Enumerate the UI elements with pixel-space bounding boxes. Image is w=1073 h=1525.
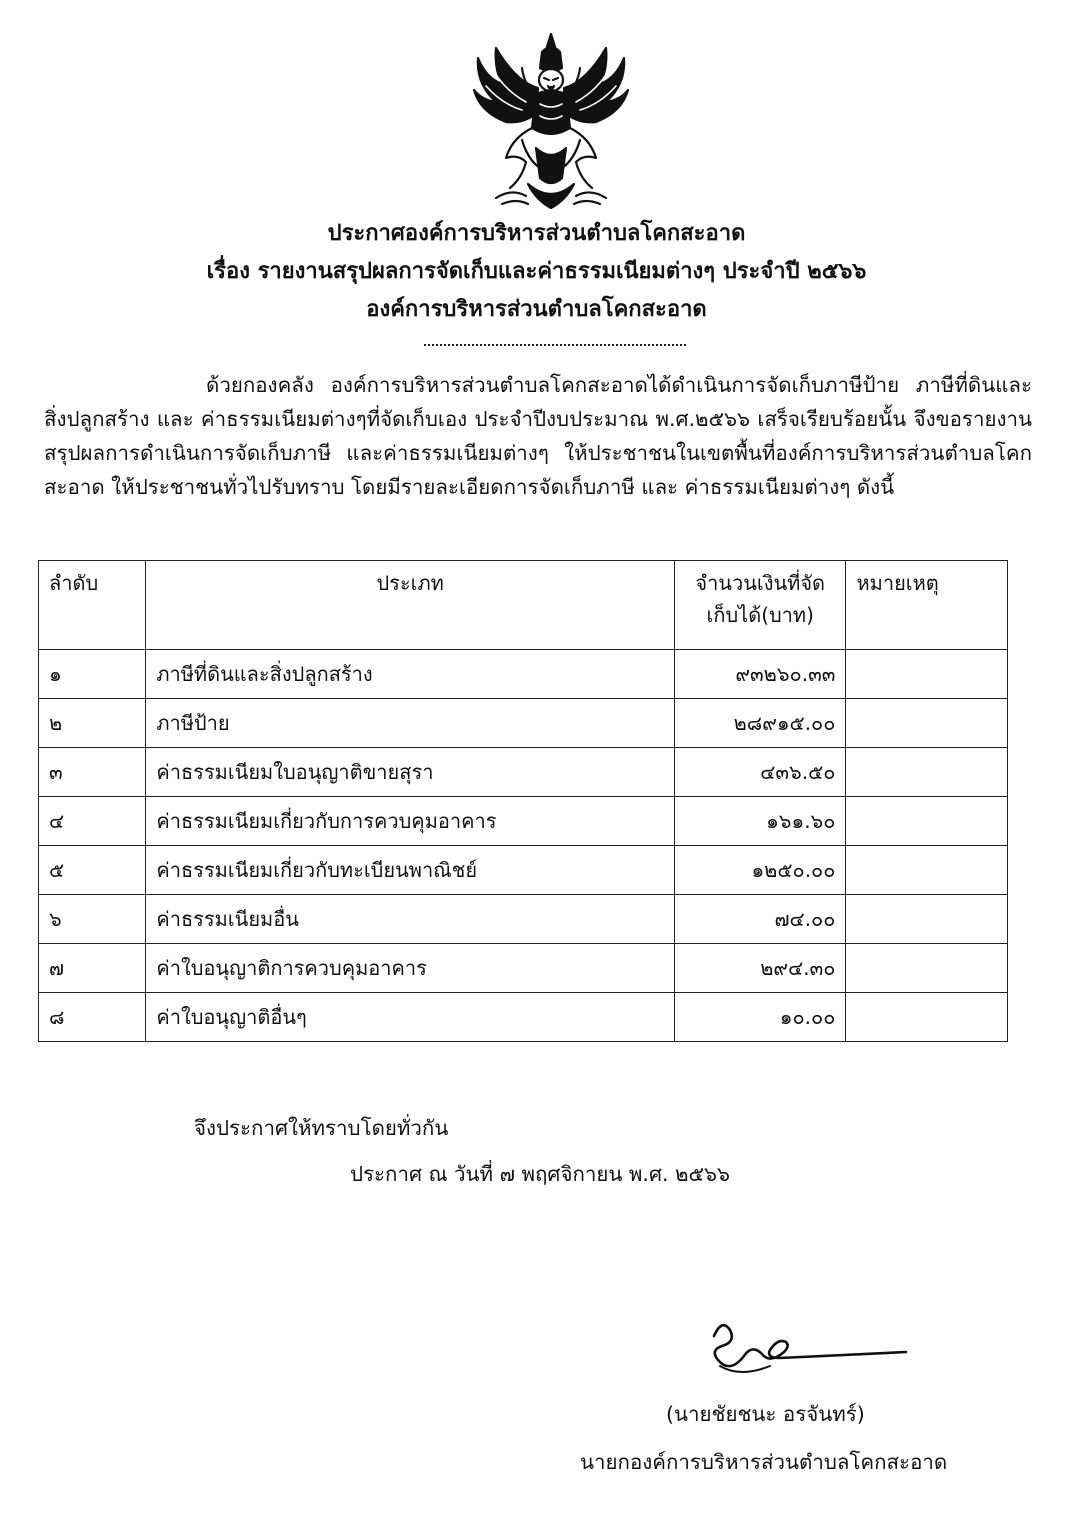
- row-note: [846, 699, 1008, 748]
- row-no: ๘: [39, 993, 146, 1042]
- row-no: ๓: [39, 748, 146, 797]
- row-no: ๒: [39, 699, 146, 748]
- row-note: [846, 993, 1008, 1042]
- collection-summary-table: [38, 560, 1008, 1042]
- row-note: [846, 650, 1008, 699]
- row-type: ค่าใบอนุญาติการควบคุมอาคาร: [146, 944, 675, 993]
- row-amount: ๑๖๑.๖๐: [674, 797, 846, 846]
- table-row: [39, 650, 1008, 699]
- row-no: ๔: [39, 797, 146, 846]
- row-type: ค่าธรรมเนียมเกี่ยวกับทะเบียนพาณิชย์: [146, 846, 675, 895]
- row-no: ๕: [39, 846, 146, 895]
- handwritten-signature: [700, 1316, 910, 1386]
- row-no: ๑: [39, 650, 146, 699]
- row-type: ภาษีที่ดินและสิ่งปลูกสร้าง: [146, 650, 675, 699]
- table-row: [39, 993, 1008, 1042]
- header-note: หมายเหตุ: [846, 561, 1008, 650]
- table-row: [39, 944, 1008, 993]
- announcement-subject: เรื่อง รายงานสรุปผลการจัดเก็บและค่าธรรมเนียมต่างๆ ประจำปี ๒๕๖๖: [206, 259, 867, 284]
- table-row: [39, 846, 1008, 895]
- row-note: [846, 895, 1008, 944]
- announcement-title: ประกาศองค์การบริหารส่วนตำบลโคกสะอาด: [327, 221, 746, 246]
- dotted-divider: [424, 344, 686, 346]
- row-no: ๗: [39, 944, 146, 993]
- signer-title: นายกองค์การบริหารส่วนตำบลโคกสะอาด: [580, 1450, 948, 1474]
- row-type: ค่าธรรมเนียมอื่น: [146, 895, 675, 944]
- table-header-row: [39, 561, 1008, 650]
- row-amount: ๙๓๒๖๐.๓๓: [674, 650, 846, 699]
- table-row: [39, 797, 1008, 846]
- announcement-date: ประกาศ ณ วันที่ ๗ พฤศจิกายน พ.ศ. ๒๕๖๖: [350, 1162, 731, 1186]
- table-row: [39, 699, 1008, 748]
- row-type: ค่าธรรมเนียมใบอนุญาติขายสุรา: [146, 748, 675, 797]
- garuda-emblem-icon: [466, 28, 636, 218]
- signer-name: (นายชัยชนะ อรจันทร์): [666, 1402, 865, 1426]
- row-amount: ๒๙๔.๓๐: [674, 944, 846, 993]
- row-amount: ๗๔.๐๐: [674, 895, 846, 944]
- row-note: [846, 944, 1008, 993]
- row-note: [846, 748, 1008, 797]
- header-no: ลำดับ: [39, 561, 146, 650]
- row-type: ค่าธรรมเนียมเกี่ยวกับการควบคุมอาคาร: [146, 797, 675, 846]
- table-row: [39, 748, 1008, 797]
- table-row: [39, 895, 1008, 944]
- row-type: ภาษีป้าย: [146, 699, 675, 748]
- row-note: [846, 846, 1008, 895]
- row-amount: ๔๓๖.๕๐: [674, 748, 846, 797]
- header-type: ประเภท: [146, 561, 675, 650]
- row-amount: ๑๒๕๐.๐๐: [674, 846, 846, 895]
- closing-statement: จึงประกาศให้ทราบโดยทั่วกัน: [194, 1116, 449, 1140]
- announcement-body: ด้วยกองคลัง องค์การบริหารส่วนตำบลโคกสะอาดได้ดำเนินการจัดเก็บภาษีป้าย ภาษีที่ดินและสิ่งปลูกสร้าง และ ค่าธรรมเนียมต่างๆที่จัดเก็บเอง ประจำปีงบประมาณ พ.ศ.๒๕๖๖ เสร็จเรียบร้อยนั้น จึงขอรายงานสรุปผลการดำเนินการจัดเก็บภาษี และค่าธรรมเนียมต่างๆ ให้ประชาชนในเขตพื้นที่องค์การบริหารส่วนตำบลโคกสะอาด ให้ประชาชนทั่วไปรับทราบ โดยมีรายละเอียดการจัดเก็บภาษี และ ค่าธรรมเนียมต่างๆ ดังนี้: [44, 373, 1032, 499]
- header-amount: จำนวนเงินที่จัดเก็บได้(บาท): [674, 561, 846, 650]
- row-note: [846, 797, 1008, 846]
- row-no: ๖: [39, 895, 146, 944]
- organization-name: องค์การบริหารส่วนตำบลโคกสะอาด: [366, 297, 707, 322]
- row-amount: ๑๐.๐๐: [674, 993, 846, 1042]
- row-amount: ๒๘๙๑๕.๐๐: [674, 699, 846, 748]
- row-type: ค่าใบอนุญาติอื่นๆ: [146, 993, 675, 1042]
